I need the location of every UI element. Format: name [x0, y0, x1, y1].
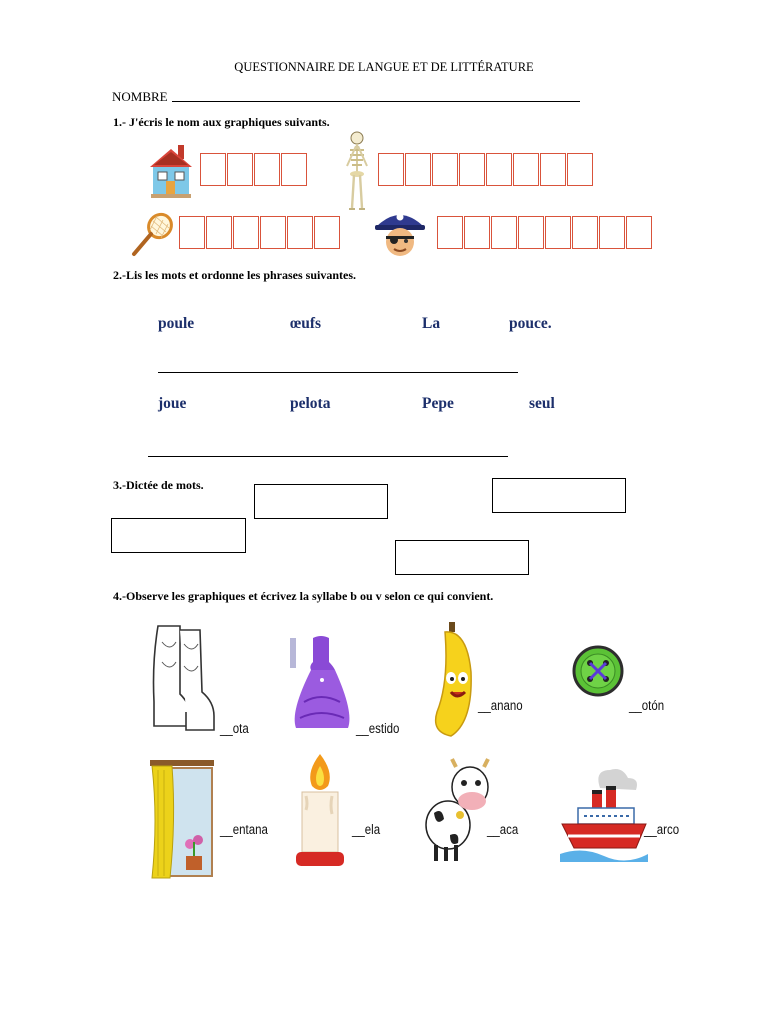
pirate-letter-boxes[interactable]	[437, 216, 653, 249]
racket-letter-boxes[interactable]	[179, 216, 341, 249]
skeleton-letter-boxes[interactable]	[378, 153, 594, 186]
skeleton-icon	[345, 130, 369, 212]
question-4-label: 4.-Observe les graphiques et écrivez la syllabe b ou v selon ce qui convient.	[113, 589, 494, 603]
word-tile: seul	[529, 395, 555, 412]
sentence-answer-line-1[interactable]	[158, 372, 518, 373]
syllable-blank[interactable]: __ela	[352, 822, 381, 837]
syllable-blank[interactable]: __estido	[356, 721, 400, 736]
word-tile: joue	[158, 395, 187, 412]
banana-icon	[427, 622, 477, 740]
syllable-blank[interactable]: __ota	[220, 721, 249, 736]
word-tile: pelota	[290, 395, 331, 412]
house-icon	[148, 143, 194, 199]
dictation-box-2[interactable]	[492, 478, 626, 513]
syllable-blank[interactable]: __otón	[629, 698, 665, 713]
sentence-answer-line-2[interactable]	[148, 456, 508, 457]
word-tile: œufs	[290, 315, 322, 332]
ship-icon	[560, 764, 648, 868]
dictation-box-1[interactable]	[254, 484, 388, 519]
word-tile: La	[422, 315, 441, 332]
dictation-box-4[interactable]	[395, 540, 529, 575]
cow-icon	[420, 757, 496, 865]
syllable-blank[interactable]: __aca	[487, 822, 519, 837]
question-1-label: 1.- J'écris le nom aux graphiques suivants.	[113, 115, 330, 129]
window-icon	[150, 760, 214, 884]
question-3-label: 3.-Dictée de mots.	[113, 478, 204, 492]
house-letter-boxes[interactable]	[200, 153, 308, 186]
button-icon	[572, 644, 624, 698]
question-2-label: 2.-Lis les mots et ordonne les phrases suivantes.	[113, 268, 357, 282]
page-title: QUESTIONNAIRE DE LANGUE ET DE LITTÉRATURE	[234, 60, 534, 74]
syllable-blank[interactable]: __anano	[478, 698, 523, 713]
name-label: NOMBRE	[112, 89, 168, 104]
pirate-icon	[372, 205, 428, 259]
word-tile: Pepe	[422, 395, 454, 412]
candle-icon	[294, 752, 346, 870]
syllable-blank[interactable]: __arco	[644, 822, 680, 837]
tennis-racket-icon	[129, 212, 175, 258]
word-tile: poule	[158, 315, 195, 332]
dress-icon	[288, 632, 354, 732]
word-tile: pouce.	[509, 315, 552, 332]
name-input-line[interactable]	[172, 101, 580, 102]
boots-icon	[150, 622, 218, 738]
dictation-box-3[interactable]	[111, 518, 246, 553]
syllable-blank[interactable]: __entana	[220, 822, 268, 837]
